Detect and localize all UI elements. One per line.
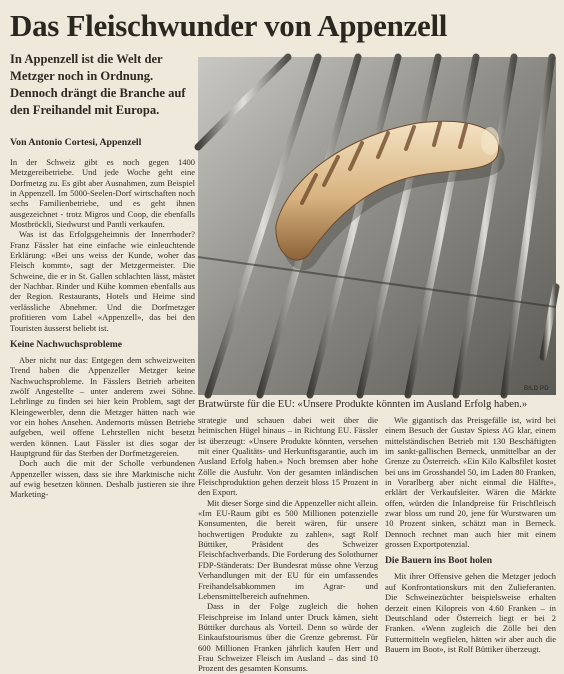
photo-credit: BILD PD	[524, 386, 549, 392]
article-headline: Das Fleischwunder von Appenzell	[10, 8, 448, 43]
paragraph: Dass in der Folge zugleich die hohen Fleischpreise im Inland unter Druck kämen, sieht Büttiker durchaus als Vorteil. Denn so würde der Einkaufstourismus über die Grenze gebremst. Für 600 Millionen Franken jährlich kaufen Herr und Frau Schweizer Fleisch im Ausland – das sind 10 Prozent des gesamten Konsums.	[198, 601, 378, 674]
article-lead: In Appenzell ist die Welt der Metzger noch in Ordnung. Dennoch drängt die Branche auf den Freihandel mit Europa.	[10, 52, 186, 117]
paragraph: Mit dieser Sorge sind die Appenzeller nicht allein. «Im EU-Raum gibt es 500 Millionen potenzielle Konsumenten, die bereit wären, für unsere hochwertigen Produkte zu zahlen», sagt Rolf Büttiker, Präsident des Schweizer Fleischfachverbands. Die Forderung des Solothurner FDP-Ständerats: Der Bundesrat müsse ohne Verzug Verhandlungen mit der EU für ein umfassendes Freihandelsabkommen im Agrar- und Lebensmittelbereich aufnehmen.	[198, 497, 378, 601]
subheading: Keine Nachwuchsprobleme	[10, 338, 123, 350]
photo-caption: Bratwürste für die EU: «Unsere Produkte könnten im Ausland Erfolg haben.»	[198, 399, 528, 410]
paragraph: In der Schweiz gibt es noch gegen 1400 Metzgereibetriebe. Und jede Woche geht eine Dorfmetzg zu. Es gibt aber Ausnahmen, zum Beispiel in Appenzell. Im 5000-Seelen-Dorf wirtschaften noch sechs Familienbetriebe, und es geht ihnen ausgezeichnet - trotz Migros und Coop, die ebenfalls Mostbröckli, Siedwurst und Pantli verkaufen.	[10, 157, 195, 230]
paragraph: Aber nicht nur das: Entgegen dem schweizweiten Trend haben die Appenzeller Metzger keine Nachwuchsprobleme. In Fässlers Betrieb arbeiten zwölf Angestellte – unter anderem zwei Söhne. Lehrlinge zu finden sei hier kein Problem, sagt der Kleingewerbler, denn die Metzger hätten nach wie vor ein hohes Ansehen. Andernorts müssen Betriebe aufgeben, weil offene Lehrstellen nicht besetzt werden können. Laut Fässler ist dies sogar der Hauptgrund für das Sterben der Dorfmetzgereien.	[10, 354, 195, 458]
article-column-1	[10, 157, 195, 600]
article-column-2	[198, 415, 378, 674]
sausage-on-grill-image	[198, 57, 556, 395]
article-photo	[198, 57, 556, 395]
article-column-3	[385, 415, 556, 654]
paragraph: Doch auch die mit der Scholle verbundenen Appenzeller wissen, dass sie ihre Marktnische nicht auf ewig besetzen können. Deshalb justieren sie ihre Marketing-	[10, 458, 195, 500]
paragraph: strategie und schauen dabei weit über die heimischen Hügel hinaus – in Richtung EU. Fässler ist überzeugt: «Unsere Produkte könnten, versehen mit einer Qualitäts- und Herkunftsgarantie, auch im Ausland Erfolg haben.» Noch bremsen aber hohe Zölle die Ausfuhr. Von der gesamten inländischen Fleischproduktion gehen derzeit bloss 15 Prozent in den Export.	[198, 415, 378, 498]
article-byline: Von Antonio Cortesi, Appenzell	[10, 137, 142, 148]
paragraph: Wie gigantisch das Preisgefälle ist, wird bei einem Besuch der Gustav Spiess AG klar, einem mittelständischen Betrieb mit 130 Beschäftigten im sankt-gallischen Berneck, unmittelbar an der Grenze zu Österreich. «Ein Kilo Kalbsfilet kostet bei uns im Grosshandel 50, im Laden 80 Franken, in Vorarlberg aber nicht einmal die Hälfte», erklärt der Verkaufsleiter. Wären die Märkte offen, würden die Inlandpreise für Frischfleisch zwar bloss um rund 20, jene für Wurstwaren um 10 Prozent sinken, schätzt man in Berneck. Dennoch rechnet man auch hier mit einem grossen Exportpotenzial.	[385, 415, 556, 550]
subheading: Die Bauern ins Boot holen	[385, 555, 493, 567]
paragraph: Was ist das Erfolgsgeheimnis der Innerrhoder? Franz Fässler hat eine einfache wie einleuchtende Erklärung: «Bei uns weiss der Kunde, woher das Fleisch kommt», sagt der Metzgermeister. Die Schweine, die er in St. Gallen schlachten lässt, mästet der Nachbar. Rinder und Kühe kommen ebenfalls aus der Region. Restaurants, Hotels und Heime sind verlässliche Abnehmer. Und die Dorfmetzger profitieren vom Label «Appenzell», das bei den Touristen äusserst beliebt ist.	[10, 229, 195, 333]
paragraph: Mit ihrer Offensive gehen die Metzger jedoch auf Konfrontationskurs mit den Zulieferanten. Die Schweinezüchter beispielsweise erhalten derzeit einen Kilopreis von 4.60 Franken – in Deutschland oder Österreich liegt er bei 2 Franken. «Wenn zugleich die Zölle bei den Futtermitteln wegfielen, hätten wir aber auch die Bauern im Boot», ist Rolf Büttiker überzeugt.	[385, 571, 556, 654]
